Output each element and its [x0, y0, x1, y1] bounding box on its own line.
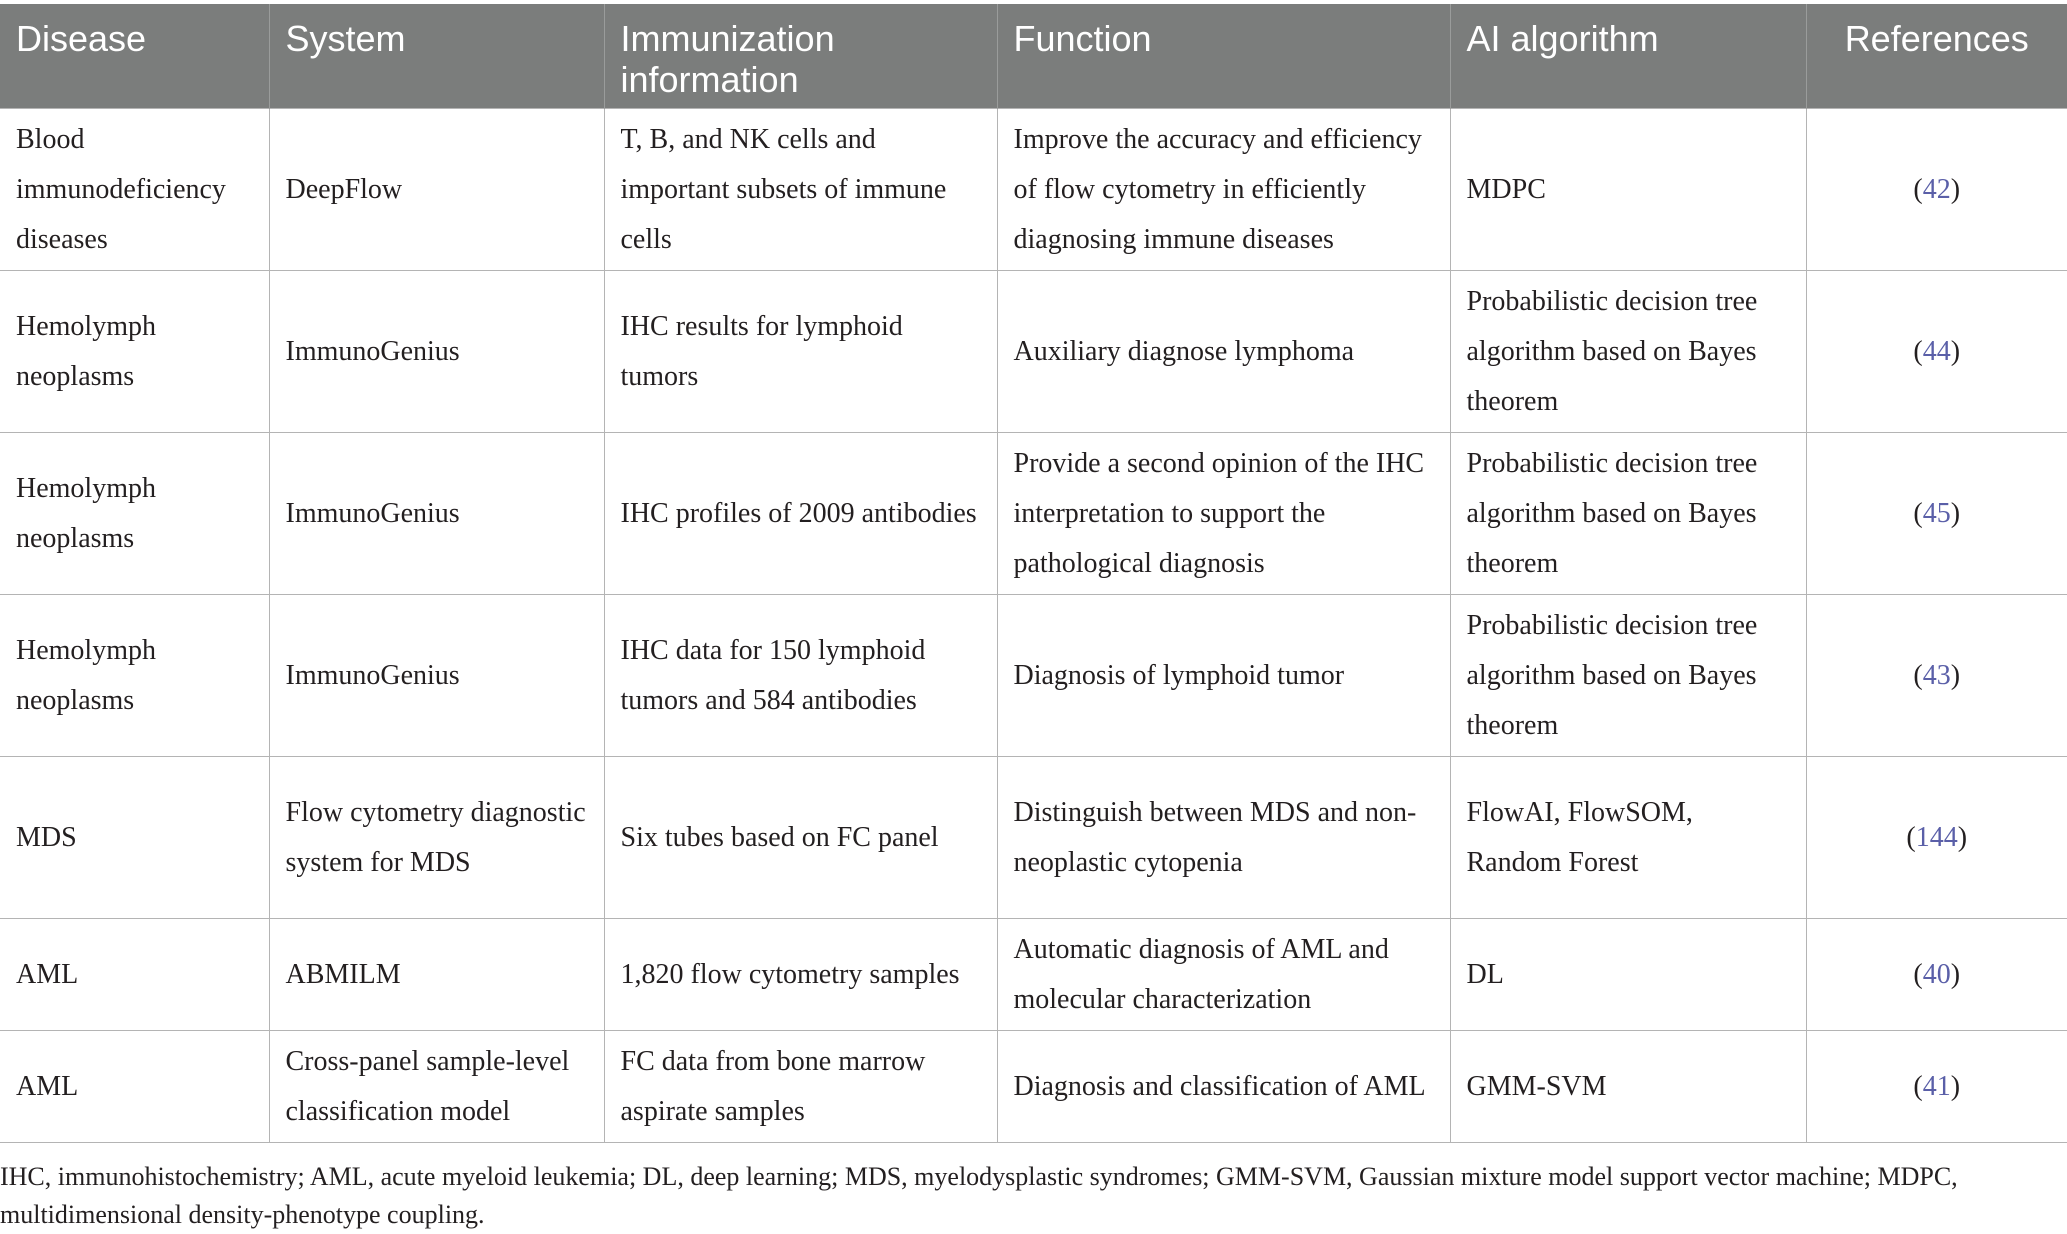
cell-immunization: FC data from bone marrow aspirate samples — [604, 1031, 997, 1143]
cell-system: DeepFlow — [269, 109, 604, 271]
cell-system: ImmunoGenius — [269, 595, 604, 757]
cell-reference: (45) — [1806, 433, 2067, 595]
data-table — [0, 4, 2067, 1143]
cell-system: ABMILM — [269, 919, 604, 1031]
cell-immunization: T, B, and NK cells and important subsets of immune cells — [604, 109, 997, 271]
reference-link[interactable]: 42 — [1922, 173, 1951, 205]
cell-algorithm: Probabilistic decision tree algorithm based on Bayes theorem — [1450, 271, 1806, 433]
cell-function: Diagnosis and classification of AML — [997, 1031, 1450, 1143]
table-row — [0, 919, 2067, 1031]
reference-link[interactable]: 43 — [1922, 659, 1951, 691]
cell-algorithm: FlowAI, FlowSOM, Random Forest — [1450, 757, 1806, 919]
cell-function: Automatic diagnosis of AML and molecular characterization — [997, 919, 1450, 1031]
cell-system: ImmunoGenius — [269, 433, 604, 595]
table-footnote: IHC, immunohistochemistry; AML, acute myeloid leukemia; DL, deep learning; MDS, myelodysplastic syndromes; GMM-SVM, Gaussian mixture model support vector machine; MDPC, multidimensional density-phenotype coupling. — [0, 1162, 1958, 1229]
cell-immunization: Six tubes based on FC panel — [604, 757, 997, 919]
cell-function: Provide a second opinion of the IHC interpretation to support the pathological diagnosis — [997, 433, 1450, 595]
table-row — [0, 595, 2067, 757]
header-row — [0, 4, 2067, 109]
cell-immunization: IHC profiles of 2009 antibodies — [604, 433, 997, 595]
reference-link[interactable]: 144 — [1915, 821, 1958, 853]
cell-disease: AML — [0, 919, 269, 1031]
cell-system: Flow cytometry diagnostic system for MDS — [269, 757, 604, 919]
cell-disease: Blood immunodeficiency diseases — [0, 109, 269, 271]
cell-function: Improve the accuracy and efficiency of flow cytometry in efficiently diagnosing immune diseases — [997, 109, 1450, 271]
header-immunization-information: Immunization information — [604, 4, 997, 109]
cell-algorithm: DL — [1450, 919, 1806, 1031]
cell-algorithm: Probabilistic decision tree algorithm based on Bayes theorem — [1450, 433, 1806, 595]
cell-reference: (40) — [1806, 919, 2067, 1031]
cell-function: Auxiliary diagnose lymphoma — [997, 271, 1450, 433]
cell-disease: MDS — [0, 757, 269, 919]
reference-link[interactable]: 45 — [1922, 497, 1951, 529]
table-row — [0, 757, 2067, 919]
cell-disease: AML — [0, 1031, 269, 1143]
cell-reference: (41) — [1806, 1031, 2067, 1143]
header-references: References — [1806, 4, 2067, 109]
reference-link[interactable]: 40 — [1922, 958, 1951, 990]
header-function: Function — [997, 4, 1450, 109]
cell-reference: (42) — [1806, 109, 2067, 271]
cell-system: Cross-panel sample-level classification model — [269, 1031, 604, 1143]
header-system: System — [269, 4, 604, 109]
cell-function: Diagnosis of lymphoid tumor — [997, 595, 1450, 757]
cell-disease: Hemolymph neoplasms — [0, 271, 269, 433]
cell-reference: (44) — [1806, 271, 2067, 433]
cell-reference: (144) — [1806, 757, 2067, 919]
cell-algorithm: Probabilistic decision tree algorithm based on Bayes theorem — [1450, 595, 1806, 757]
reference-link[interactable]: 41 — [1922, 1070, 1951, 1102]
table-row — [0, 109, 2067, 271]
cell-immunization: IHC data for 150 lymphoid tumors and 584 antibodies — [604, 595, 997, 757]
cell-system: ImmunoGenius — [269, 271, 604, 433]
cell-function: Distinguish between MDS and non-neoplastic cytopenia — [997, 757, 1450, 919]
cell-reference: (43) — [1806, 595, 2067, 757]
table-row — [0, 1031, 2067, 1143]
cell-disease: Hemolymph neoplasms — [0, 433, 269, 595]
header-disease: Disease — [0, 4, 269, 109]
reference-link[interactable]: 44 — [1922, 335, 1951, 367]
cell-algorithm: MDPC — [1450, 109, 1806, 271]
cell-algorithm: GMM-SVM — [1450, 1031, 1806, 1143]
table-row — [0, 271, 2067, 433]
cell-immunization: 1,820 flow cytometry samples — [604, 919, 997, 1031]
table-row — [0, 433, 2067, 595]
cell-disease: Hemolymph neoplasms — [0, 595, 269, 757]
cell-immunization: IHC results for lymphoid tumors — [604, 271, 997, 433]
header-ai-algorithm: AI algorithm — [1450, 4, 1806, 109]
